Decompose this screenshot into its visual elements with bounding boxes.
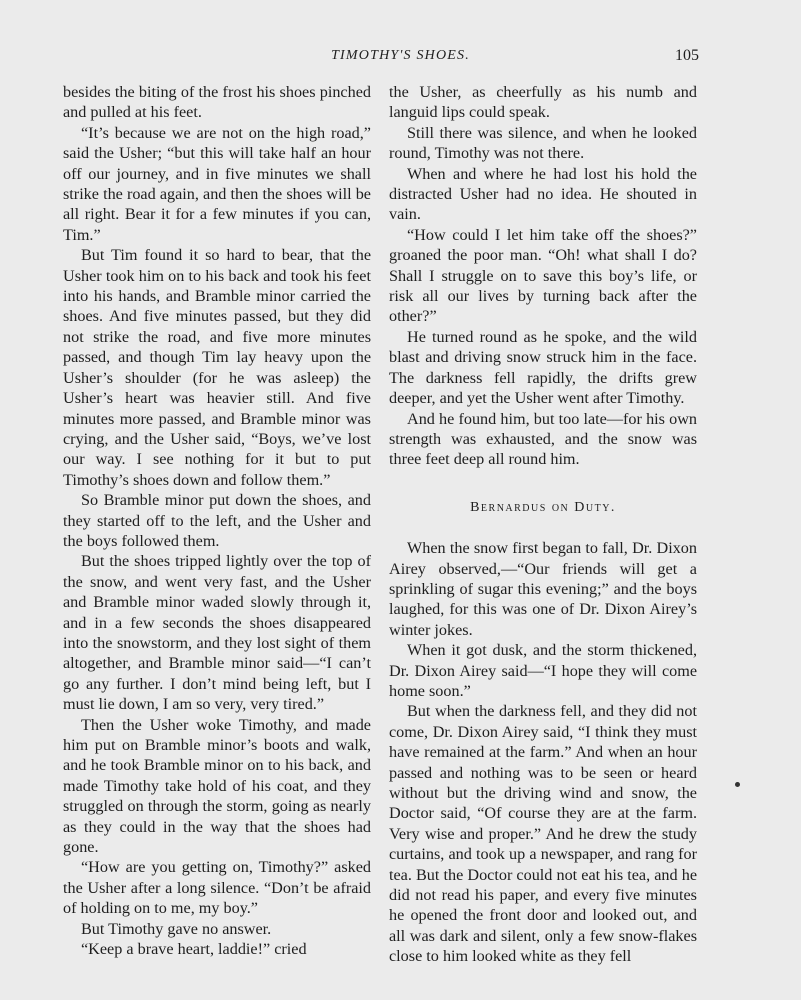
paragraph: “Keep a brave heart, laddie!” cried <box>81 940 307 959</box>
paragraph: “It’s because we are not on the high road,” said the Usher; “but this will take half an hour off our journey, and in five minutes we shall strike the road again, and then the shoes will be all right. Bear it for a few minutes if you can, Tim.” <box>63 123 371 244</box>
paragraph: Then the Usher woke Timothy, and made him put on Bramble minor’s boots and walk, and he took Bramble minor on to his back, and made Timothy take hold of his coat, and they struggled on through the storm, going as nearly as they could in the way that the shoes had gone. <box>63 715 371 857</box>
paragraph: But Timothy gave no answer. <box>81 919 272 938</box>
paragraph: When and where he had lost his hold the distracted Usher had no idea. He shouted in vain. <box>389 164 697 224</box>
paragraph: And he found him, but too late—for his own strength was exhausted, and the snow was three feet deep all round him. <box>389 409 697 469</box>
ink-speck <box>735 782 740 787</box>
paragraph: So Bramble minor put down the shoes, and they started off to the left, and the Usher and the boys followed them. <box>63 491 371 550</box>
paragraph: Still there was silence, and when he looked round, Timothy was not there. <box>389 123 697 163</box>
paragraph: But the shoes tripped lightly over the top of the snow, and went very fast, and the Usher and Bramble minor waded slowly through it, and in a few seconds the shoes disappeared into the snowstorm, and they lost sight of them altogether, and Bramble minor said—“I can’t go any further. I don’t mind being left, but I must lie down, I am so very, very tired.” <box>63 552 371 714</box>
section-heading: Bernardus on Duty. <box>470 499 616 515</box>
left-column <box>63 82 371 959</box>
paragraph: When the snow first began to fall, Dr. Dixon Airey observed,—“Our friends will get a sprinkling of sugar this evening;” and the boys laughed, for this was one of Dr. Dixon Airey’s winter jokes. <box>389 539 697 639</box>
right-column <box>389 82 697 967</box>
paragraph: “How are you getting on, Timothy?” asked the Usher after a long silence. “Don’t be afraid of holding on to me, my boy.” <box>63 858 371 918</box>
paragraph: But when the darkness fell, and they did not come, Dr. Dixon Airey said, “I think they must have remained at the farm.” And when an hour passed and nothing was to be seen or heard without but the driving wind and snow, the Doctor said, “Of course they are at the farm. Very wise and proper.” And he drew the study curtains, and took up a newspaper, and rang for tea. But the Doctor could not eat his tea, and he did not read his paper, and every five minutes he opened the front door and looked out, and all was dark and silent, only a few snow-flakes close to him looked white as they fell <box>389 702 697 966</box>
paragraph: But Tim found it so hard to bear, that the Usher took him on to his back and took his feet into his hands, and Bramble minor carried the shoes. And five minutes passed, but they did not strike the road, and five more minutes passed, and though Tim lay heavy upon the Usher’s shoulder (for he was asleep) the Usher’s heart was heavier still. And five minutes more passed, and Bramble minor was crying, and the Usher said, “Boys, we’ve lost our way. I see nothing for it but to put Timothy’s shoes down and follow them.” <box>63 246 371 489</box>
paragraph: He turned round as he spoke, and the wild blast and driving snow struck him in the face. The darkness fell rapidly, the drifts grew deeper, and yet the Usher went after Timothy. <box>389 327 697 408</box>
paragraph: “How could I let him take off the shoes?” groaned the poor man. “Oh! what shall I do? Shall I struggle on to save this boy’s life, or risk all our lives by turning back after the other?” <box>389 225 697 326</box>
page-number: 105 <box>675 47 699 64</box>
running-title: TIMOTHY'S SHOES. <box>331 48 470 63</box>
paragraph: When it got dusk, and the storm thickened, Dr. Dixon Airey said—“I hope they will come home soon.” <box>389 641 697 700</box>
paragraph: the Usher, as cheerfully as his numb and languid lips could speak. <box>389 83 697 122</box>
paragraph: besides the biting of the frost his shoes pinched and pulled at his feet. <box>63 83 371 122</box>
